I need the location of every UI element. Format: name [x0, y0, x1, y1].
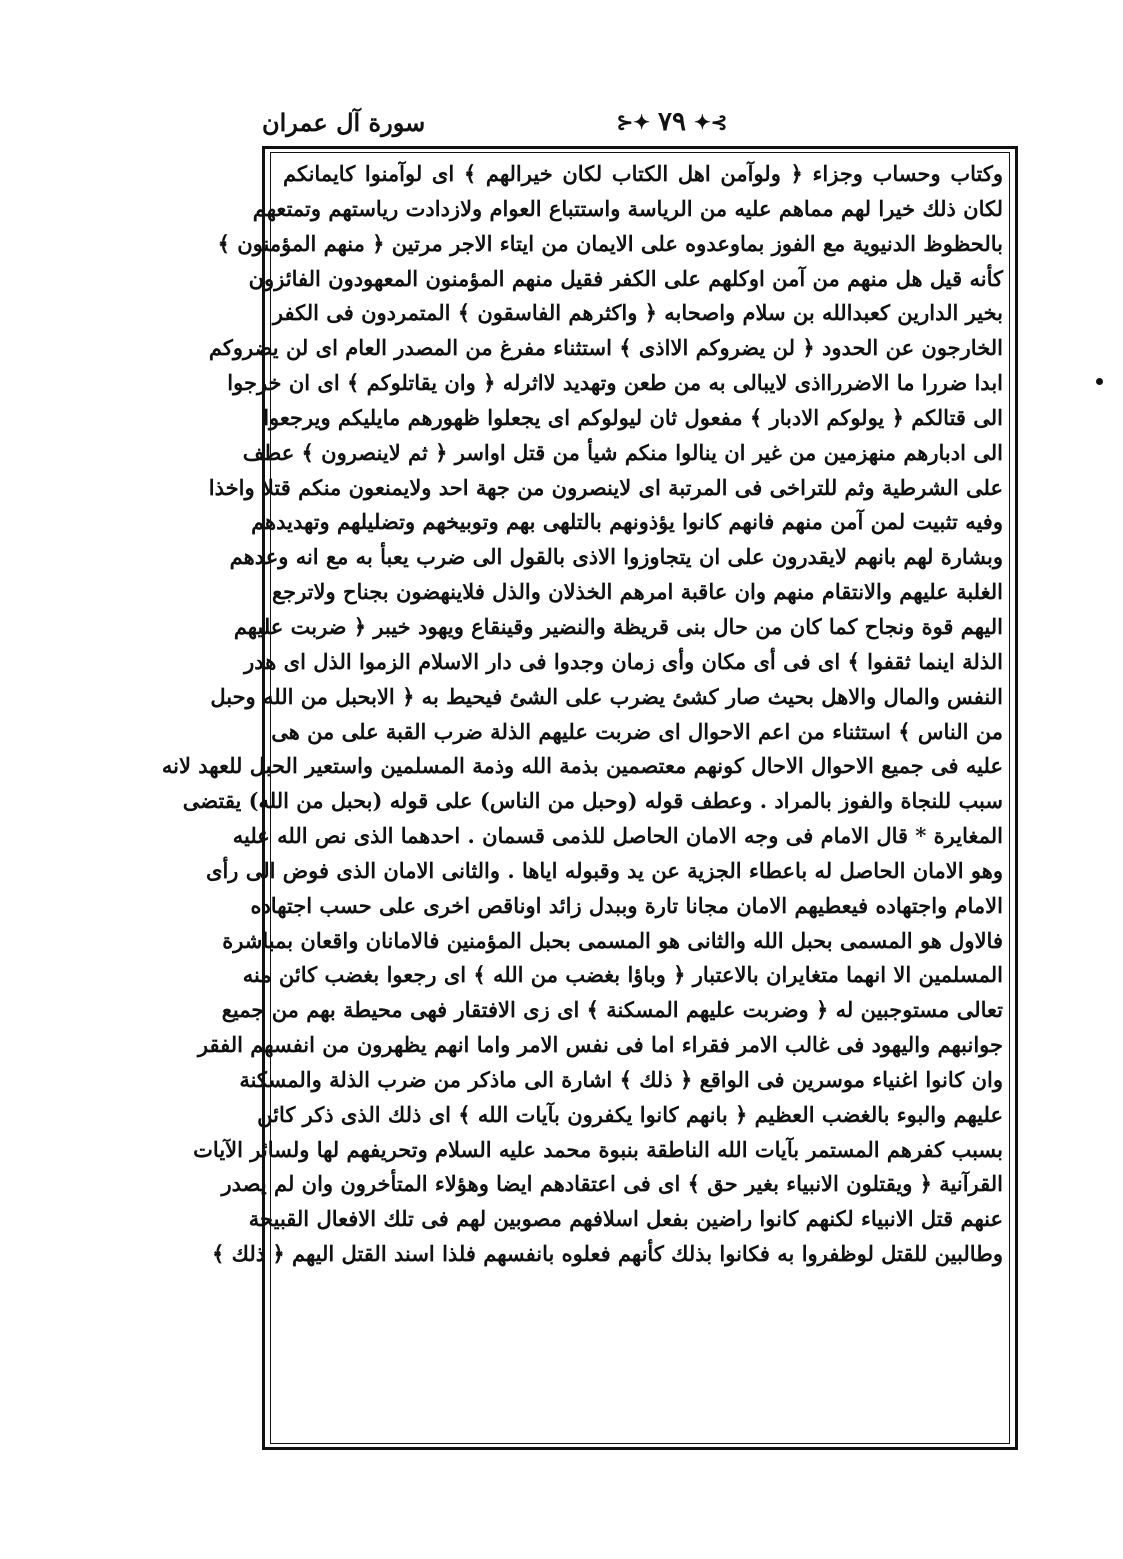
ornament-left-icon: ⊱✦ [616, 110, 651, 134]
text-line: لكان ذلك خيرا لهم مماهم عليه من الرياسة واستتباع العوام ولازدادت رياستهم وتمتعهم [252, 195, 1003, 221]
text-line: بسبب كفرهم المستمر بآيات الله الناطقة بنبوة محمد عليه السلام وتحريفهم لها ولسائر الآيات [193, 1136, 1003, 1162]
body-text [161, 157, 1003, 1272]
text-line: الخارجون عن الحدود ﴿ لن يضروكم الااذى ﴾ استثناء مفرغ من المصدر العام اى لن يضروكم [208, 335, 1003, 361]
page-number: ٧٩ [658, 107, 686, 137]
text-line: وكتاب وحساب وجزاء ﴿ ولوآمن اهل الكتاب لكان خيرالهم ﴾ اى لوآمنوا كايمانكم [283, 161, 1003, 186]
text-line: على الشرطية وثم للتراخى فى المرتبة اى لاينصرون من جهة احد ولايمنعون منكم قتلا واخذا [208, 474, 1003, 500]
text-line: جوانبهم واليهود فى غالب الامر فقراء اما فى نفس الامر واما انهم يظهرون من انفسهم الفقر [197, 1032, 1003, 1058]
text-line: كأنه قيل هل منهم من آمن اوكلهم على الكفر فقيل منهم المؤمنون المعهودون الفائزون [248, 265, 1003, 291]
text-line: وطالبين للقتل لوظفروا به فكانوا بذلك كأنهم فعلوه بانفسهم فلذا اسند القتل اليهم ﴿ ذلك ﴾ [212, 1241, 1003, 1267]
surah-title: سورة آل عمران [262, 108, 426, 137]
ornament-right-icon: ✦⊰ [693, 110, 728, 134]
text-line: المسلمين الا انهما متغايران بالاعتبار ﴿ وباؤا بغضب من الله ﴾ اى رجعوا بغضب كائن منه [242, 962, 1003, 988]
text-line: ابدا ضررا ما الاضررااذى لايبالى به من طعن وتهديد لااثرله ﴿ وان يقاتلوكم ﴾ اى ان خرجوا [227, 370, 1003, 396]
text-line: الغلبة عليهم والانتقام منهم وان عاقبة امرهم الخذلان والذل فلاينهضون بجناح ولاترجع [271, 579, 1003, 605]
text-line: بخير الدارين كعبدالله بن سلام واصحابه ﴿ واكثرهم الفاسقون ﴾ المتمردون فى الكفر [272, 300, 1003, 326]
text-line: الى قتالكم ﴿ يولوكم الادبار ﴾ مفعول ثان ليولوكم اى يجعلوا ظهورهم مايليكم ويرجعوا [263, 404, 1003, 430]
text-line: المغايرة * قال الامام فى وجه الامان الحاصل للذمى قسمان . احدهما الذى نص الله عليه [232, 823, 1003, 849]
text-line: سبب للنجاة والفوز بالمراد . وعطف قوله (وحبل من الناس) على قوله (بحبل من الله) يقتضى [182, 788, 1003, 814]
text-line: وفيه تثبيت لمن آمن منهم فانهم كانوا يؤذونهم بالتلهى بهم وتوبيخهم وتضليلهم وتهديدهم [251, 509, 1003, 535]
text-line: بالحظوظ الدنيوية مع الفوز بماوعدوه على الايمان من ايتاء الاجر مرتين ﴿ منهم المؤمنون ﴾ [217, 230, 1003, 256]
text-line: فالاول هو المسمى بحبل الله والثانى هو المسمى بحبل المؤمنين فالامانان واقعان بمباشرة [222, 927, 1003, 953]
text-line: عليهم والبوء بالغضب العظيم ﴿ بانهم كانوا يكفرون بآيات الله ﴾ اى ذلك الذى ذكر كائن [257, 1101, 1003, 1127]
text-line: الامام واجتهاده فيعطيهم الامان مجانا تارة وببدل زائد اوناقص اخرى على حسب اجتهاده [250, 892, 1003, 918]
text-line: من الناس ﴾ استثناء من اعم الاحوال اى ضربت عليهم الذلة ضرب القبة على من هى [271, 718, 1003, 744]
text-line: الذلة اينما ثقفوا ﴾ اى فى أى مكان وأى زمان وجدوا فى دار الاسلام الزموا الذل اى هدر [244, 648, 1003, 674]
text-line: تعالى مستوجبين له ﴿ وضربت عليهم المسكنة ﴾ اى زى الافتقار فهى محيطة بهم من جميع [221, 997, 1003, 1023]
text-line: النفس والمال والاهل بحيث صار كشئ يضرب على الشئ فيحيط به ﴿ الابحبل من الله وحبل [210, 683, 1003, 709]
text-line: وهو الامان الحاصل له باعطاء الجزية عن يد وقبوله اياها . والثانى الامان الذى فوض الى رأى [206, 857, 1003, 883]
text-line: القرآنية ﴿ ويقتلون الانبياء بغير حق ﴾ اى فى اعتقادهم ايضا وهؤلاء المتأخرون وان لم يصدر [221, 1171, 1003, 1197]
page-number-block [592, 104, 752, 140]
text-line: عليه فى جميع الاحوال الاحال كونهم معتصمين بذمة الله وذمة المسلمين واستعير الحبل للعهد لانه [161, 753, 1003, 779]
page-header [262, 104, 1022, 144]
margin-dot-icon [1096, 378, 1103, 385]
text-line: الى ادبارهم منهزمين من غير ان ينالوا منكم شيأ من قتل اواسر ﴿ ثم لاينصرون ﴾ عطف [242, 439, 1003, 465]
text-line: وبشارة لهم بانهم لايقدرون على ان يتجاوزوا الاذى بالقول الى ضرب يعبأ به مع انه وعدهم [229, 544, 1003, 570]
text-line: عنهم قتل الانبياء لكنهم كانوا راضين بفعل اسلافهم مصوبين لهم فى تلك الافعال القبيحة [248, 1206, 1003, 1232]
text-line: اليهم قوة ونجاح كما كان من حال بنى قريظة والنضير وقينقاع ويهود خيبر ﴿ ضربت عليهم [233, 613, 1003, 639]
text-line: وان كانوا اغنياء موسرين فى الواقع ﴿ ذلك ﴾ اشارة الى ماذكر من ضرب الذلة والمسكنة [239, 1066, 1003, 1092]
